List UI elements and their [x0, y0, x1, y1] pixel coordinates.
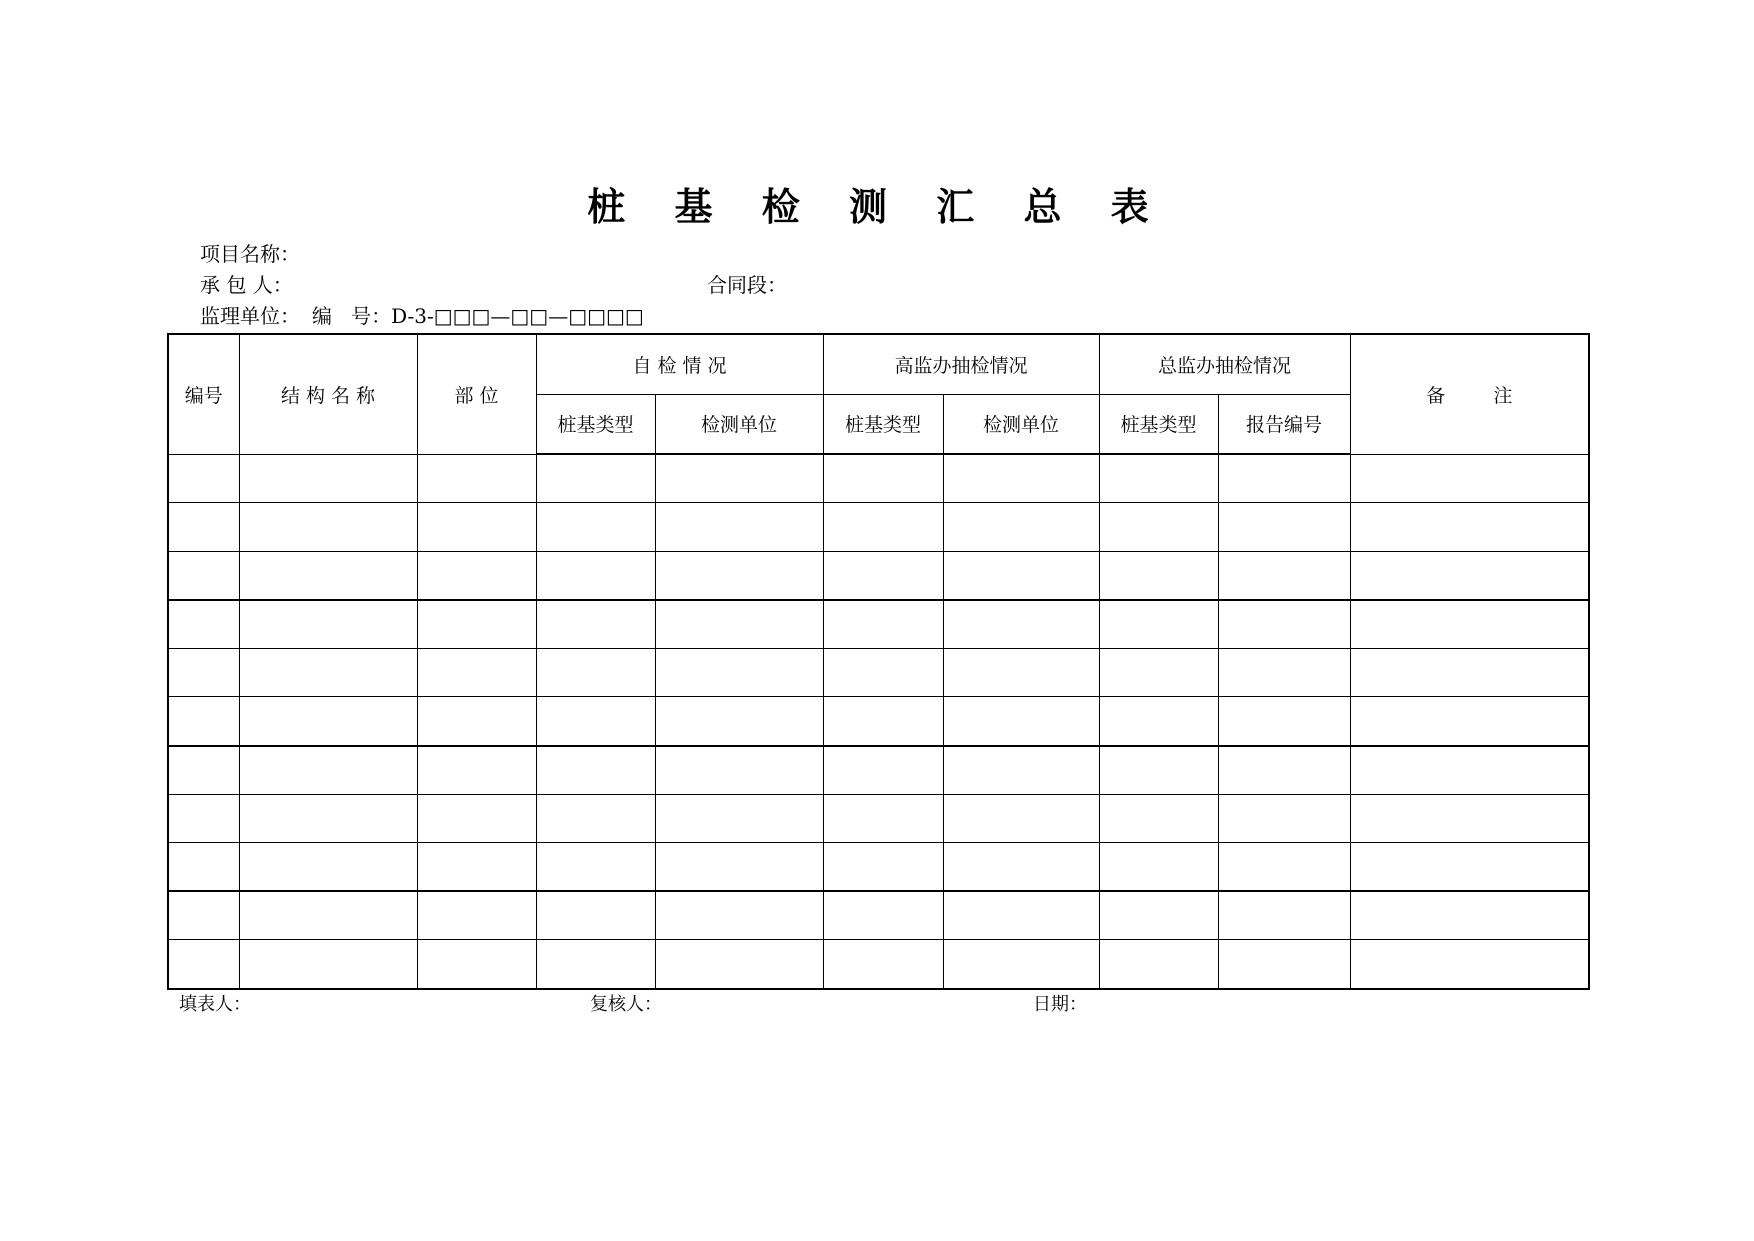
table-cell[interactable] — [168, 794, 239, 843]
table-cell[interactable] — [823, 600, 943, 649]
table-cell[interactable] — [1218, 746, 1350, 795]
table-cell[interactable] — [536, 697, 655, 746]
table-cell[interactable] — [239, 600, 417, 649]
table-cell[interactable] — [943, 551, 1099, 600]
table-cell[interactable] — [1218, 648, 1350, 697]
table-cell[interactable] — [239, 891, 417, 940]
header-high-pile-type: 桩基类型 — [823, 394, 943, 454]
pile-testing-summary-table — [167, 333, 1590, 990]
table-cell[interactable] — [536, 551, 655, 600]
table-cell[interactable] — [536, 746, 655, 795]
header-chief-supervision-check: 总监办抽检情况 — [1099, 334, 1350, 394]
table-cell[interactable] — [536, 940, 655, 989]
contractor-label: 承 包 人： — [200, 273, 293, 297]
table-row — [168, 940, 1589, 989]
table-cell[interactable] — [417, 551, 536, 600]
table-cell[interactable] — [1099, 551, 1218, 600]
table-cell[interactable] — [943, 891, 1099, 940]
table-cell[interactable] — [1350, 891, 1589, 940]
table-cell[interactable] — [168, 940, 239, 989]
table-cell[interactable] — [1350, 746, 1589, 795]
table-cell[interactable] — [536, 794, 655, 843]
reviewed-by-label: 复核人： — [590, 994, 662, 1015]
table-cell[interactable] — [1218, 503, 1350, 552]
table-cell[interactable] — [1218, 843, 1350, 892]
table-cell[interactable] — [1350, 843, 1589, 892]
table-cell[interactable] — [1350, 503, 1589, 552]
header-structure-name: 结 构 名 称 — [239, 334, 417, 454]
table-cell[interactable] — [1350, 697, 1589, 746]
table-cell[interactable] — [168, 454, 239, 503]
table-cell[interactable] — [168, 600, 239, 649]
table-cell[interactable] — [823, 843, 943, 892]
table-cell[interactable] — [655, 454, 823, 503]
table-cell[interactable] — [417, 794, 536, 843]
header-remarks: 备 注 — [1350, 334, 1589, 454]
table-cell[interactable] — [655, 940, 823, 989]
table-cell[interactable] — [1099, 697, 1218, 746]
header-self-check: 自 检 情 况 — [536, 334, 823, 394]
table-cell[interactable] — [943, 454, 1099, 503]
table-cell[interactable] — [823, 551, 943, 600]
table-cell[interactable] — [823, 891, 943, 940]
table-cell[interactable] — [1350, 648, 1589, 697]
table-cell[interactable] — [239, 551, 417, 600]
table-cell[interactable] — [1218, 794, 1350, 843]
header-high-supervision-check: 高监办抽检情况 — [823, 334, 1099, 394]
table-cell[interactable] — [1099, 600, 1218, 649]
table-cell[interactable] — [1099, 843, 1218, 892]
table-cell[interactable] — [655, 600, 823, 649]
table-cell[interactable] — [655, 551, 823, 600]
table-cell[interactable] — [1350, 794, 1589, 843]
table-cell[interactable] — [1218, 551, 1350, 600]
table-body — [168, 454, 1589, 989]
table-cell[interactable] — [417, 600, 536, 649]
table-cell[interactable] — [655, 648, 823, 697]
table-row — [168, 503, 1589, 552]
table-cell[interactable] — [417, 454, 536, 503]
table-cell[interactable] — [1099, 648, 1218, 697]
table-cell[interactable] — [823, 454, 943, 503]
table-cell[interactable] — [239, 794, 417, 843]
table-cell[interactable] — [943, 940, 1099, 989]
table-cell[interactable] — [536, 843, 655, 892]
table-row — [168, 697, 1589, 746]
table-cell[interactable] — [536, 503, 655, 552]
table-cell[interactable] — [239, 454, 417, 503]
table-cell[interactable] — [943, 697, 1099, 746]
table-cell[interactable] — [943, 843, 1099, 892]
table-cell[interactable] — [823, 697, 943, 746]
table-cell[interactable] — [1099, 794, 1218, 843]
table-cell[interactable] — [655, 503, 823, 552]
table-row — [168, 648, 1589, 697]
table-cell[interactable] — [239, 843, 417, 892]
table-row — [168, 794, 1589, 843]
table-cell[interactable] — [417, 843, 536, 892]
table-cell[interactable] — [655, 697, 823, 746]
header-self-pile-type: 桩基类型 — [536, 394, 655, 454]
table-cell[interactable] — [655, 891, 823, 940]
table-cell[interactable] — [168, 648, 239, 697]
table-row — [168, 551, 1589, 600]
table-cell[interactable] — [1099, 940, 1218, 989]
table-cell[interactable] — [239, 746, 417, 795]
table-cell[interactable] — [943, 503, 1099, 552]
table-cell[interactable] — [823, 940, 943, 989]
table-cell[interactable] — [1218, 891, 1350, 940]
table-cell[interactable] — [417, 746, 536, 795]
table-cell[interactable] — [536, 600, 655, 649]
table-cell[interactable] — [168, 551, 239, 600]
table-cell[interactable] — [655, 794, 823, 843]
table-cell[interactable] — [1099, 454, 1218, 503]
header-chief-report-number: 报告编号 — [1218, 394, 1350, 454]
table-cell[interactable] — [168, 843, 239, 892]
table-cell[interactable] — [1350, 454, 1589, 503]
table-cell[interactable] — [1218, 600, 1350, 649]
table-cell[interactable] — [239, 503, 417, 552]
table-cell[interactable] — [1350, 940, 1589, 989]
table-cell[interactable] — [1218, 940, 1350, 989]
table-cell[interactable] — [417, 648, 536, 697]
page-title: 桩 基 检 测 汇 总 表 — [587, 184, 1167, 229]
table-cell[interactable] — [1218, 454, 1350, 503]
table-cell[interactable] — [943, 648, 1099, 697]
table-cell[interactable] — [239, 940, 417, 989]
table-cell[interactable] — [536, 891, 655, 940]
table-cell[interactable] — [1218, 697, 1350, 746]
table-cell[interactable] — [943, 600, 1099, 649]
table-cell[interactable] — [168, 503, 239, 552]
table-row — [168, 891, 1589, 940]
table-cell[interactable] — [1350, 600, 1589, 649]
table-cell[interactable] — [823, 794, 943, 843]
table-cell[interactable] — [655, 746, 823, 795]
header-position: 部 位 — [417, 334, 536, 454]
table-cell[interactable] — [655, 843, 823, 892]
date-label: 日期： — [1033, 994, 1087, 1015]
table-cell[interactable] — [239, 648, 417, 697]
table-cell[interactable] — [1099, 746, 1218, 795]
table-row — [168, 600, 1589, 649]
table-cell[interactable] — [823, 648, 943, 697]
table-cell[interactable] — [823, 503, 943, 552]
table-cell[interactable] — [536, 454, 655, 503]
document-number: 编 号：D-3-□□□—□□—□□□□ — [312, 304, 644, 328]
table-cell[interactable] — [168, 697, 239, 746]
table-cell[interactable] — [823, 746, 943, 795]
header-high-testing-unit: 检测单位 — [943, 394, 1099, 454]
table-cell[interactable] — [536, 648, 655, 697]
table-cell[interactable] — [1099, 891, 1218, 940]
filled-by-label: 填表人： — [179, 994, 251, 1015]
table-cell[interactable] — [417, 891, 536, 940]
header-self-testing-unit: 检测单位 — [655, 394, 823, 454]
table-row — [168, 746, 1589, 795]
header-chief-pile-type: 桩基类型 — [1099, 394, 1218, 454]
table-cell[interactable] — [943, 794, 1099, 843]
project-name-label: 项目名称： — [200, 242, 300, 266]
table-cell[interactable] — [168, 891, 239, 940]
table-cell[interactable] — [168, 746, 239, 795]
table-cell[interactable] — [1350, 551, 1589, 600]
table-row — [168, 843, 1589, 892]
table-cell[interactable] — [1099, 503, 1218, 552]
table-cell[interactable] — [943, 746, 1099, 795]
table-cell[interactable] — [239, 697, 417, 746]
supervisor-label: 监理单位： — [200, 304, 300, 328]
table-cell[interactable] — [417, 503, 536, 552]
contract-section-label: 合同段： — [707, 273, 787, 297]
table-cell[interactable] — [417, 940, 536, 989]
table-row — [168, 454, 1589, 503]
header-code: 编号 — [168, 334, 239, 454]
table-cell[interactable] — [417, 697, 536, 746]
